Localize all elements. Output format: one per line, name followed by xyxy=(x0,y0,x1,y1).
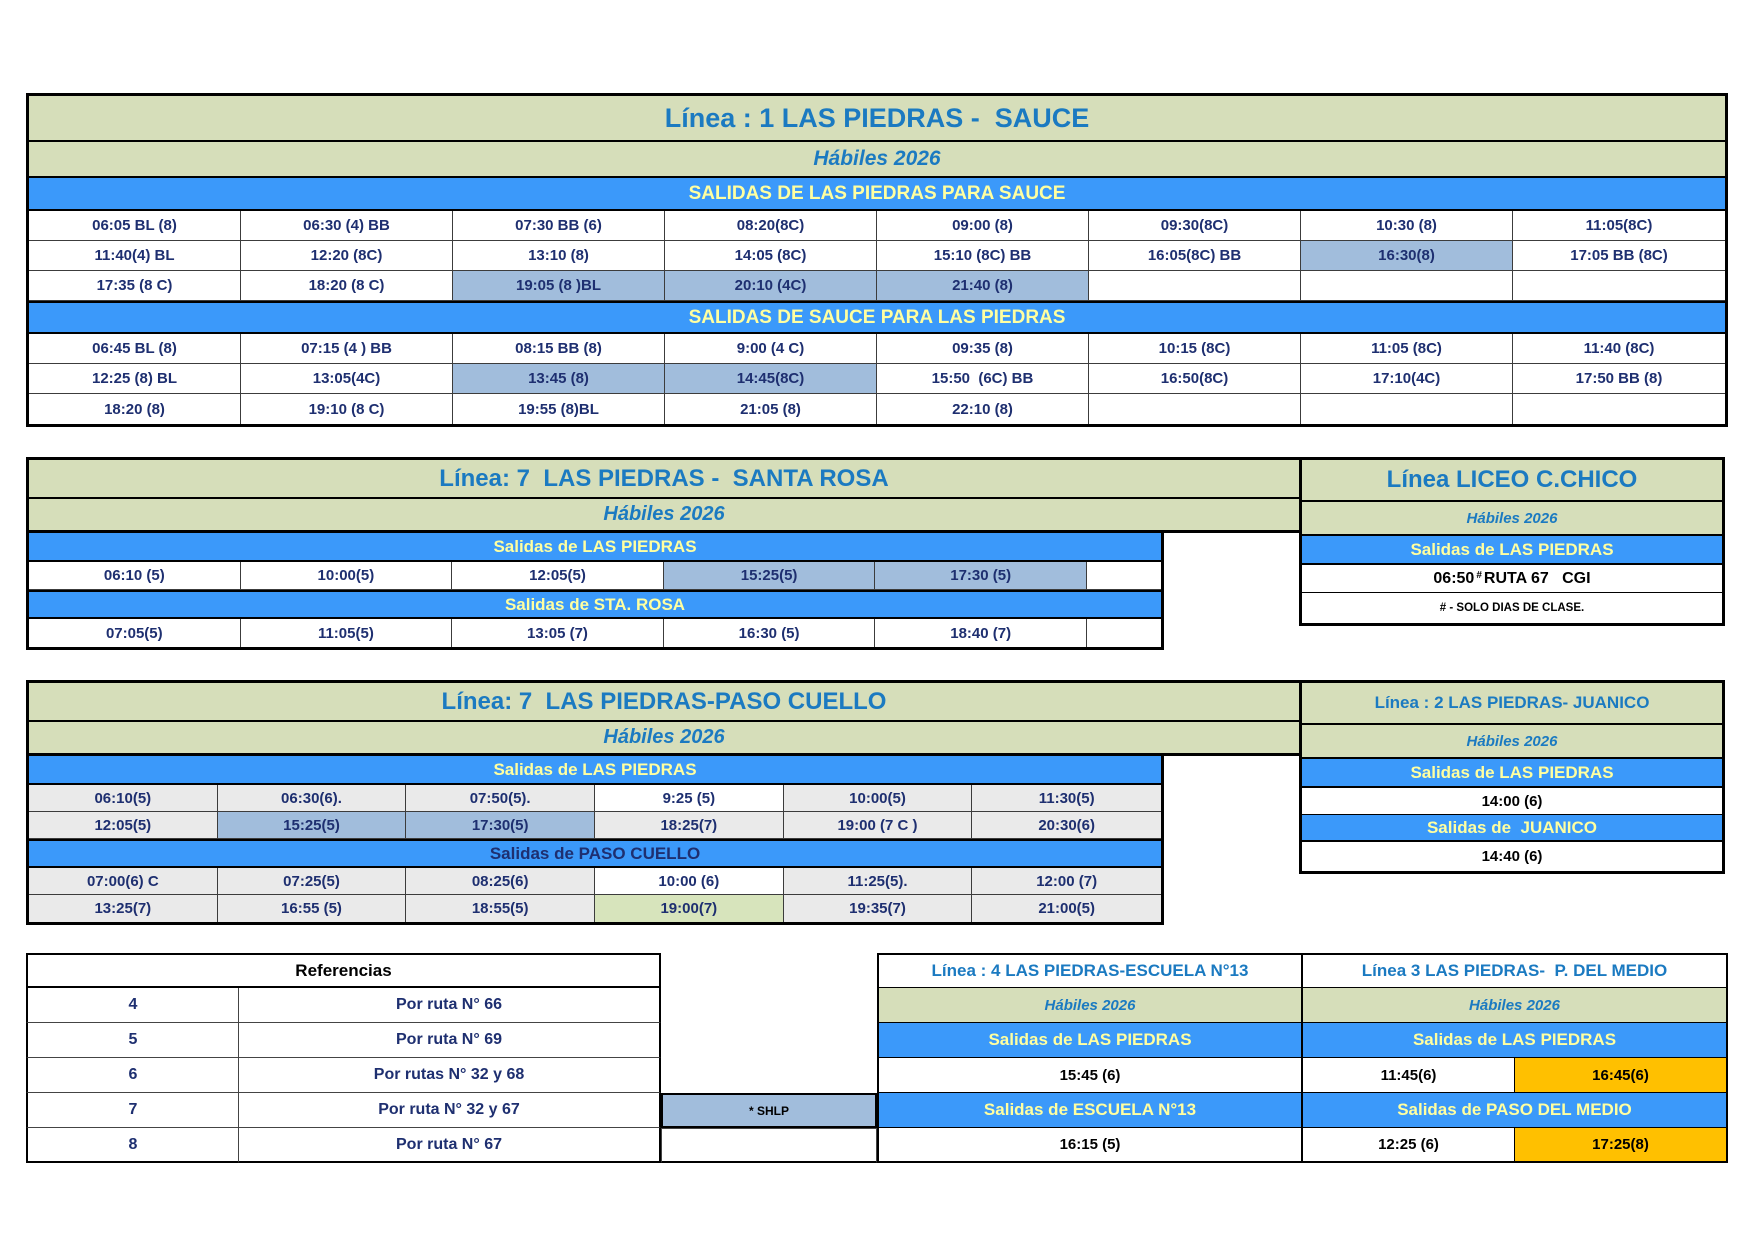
section-header-returns: Salidas de STA. ROSA xyxy=(29,590,1161,619)
time-cell: 11:45(6) xyxy=(1303,1058,1514,1092)
empty-cell xyxy=(661,1128,877,1163)
time-cell: 17:05 BB (8C) xyxy=(1513,241,1725,271)
spacer xyxy=(26,427,1728,457)
time-cell: 06:05 BL (8) xyxy=(29,211,241,241)
timetable-row xyxy=(29,562,1161,590)
time-cell: 16:50(8C) xyxy=(1089,364,1301,394)
section-header-departures: Salidas de LAS PIEDRAS xyxy=(877,1023,1302,1058)
time-cell: 14:05 (8C) xyxy=(665,241,877,271)
timetable-row xyxy=(29,211,1725,241)
timetable-row xyxy=(29,334,1725,364)
time-cell: 12:25 (6) xyxy=(1303,1128,1514,1161)
reference-description: Por ruta N° 67 xyxy=(239,1128,661,1163)
time-cell: 06:10 (5) xyxy=(29,562,241,590)
timetable-row xyxy=(29,364,1725,394)
time-cell-empty xyxy=(1089,394,1301,424)
time-cell-highlighted: 20:10 (4C) xyxy=(665,271,877,301)
time-cell: 18:55(5) xyxy=(406,895,595,922)
section-header-departures: Salidas de LAS PIEDRAS xyxy=(1302,536,1722,565)
time-cell: 11:30(5) xyxy=(972,785,1161,812)
time-cell: 06:45 BL (8) xyxy=(29,334,241,364)
time-cell-empty xyxy=(1087,619,1161,647)
time-cell: 10:30 (8) xyxy=(1301,211,1513,241)
time-cell: 07:15 (4 ) BB xyxy=(241,334,453,364)
time-cell-highlighted-green: 19:00(7) xyxy=(595,895,784,922)
time-cell: 16:15 (5) xyxy=(877,1128,1302,1163)
time-cell: 09:00 (8) xyxy=(877,211,1089,241)
time-cell-empty xyxy=(1513,271,1725,301)
time-cell: 19:35(7) xyxy=(784,895,973,922)
time-cell-highlighted: 15:25(5) xyxy=(664,562,876,590)
time-cell: 11:05(8C) xyxy=(1513,211,1725,241)
time-cell: 21:05 (8) xyxy=(665,394,877,424)
time-cell-highlighted: 14:45(8C) xyxy=(665,364,877,394)
time-cell: 15:45 (6) xyxy=(877,1058,1302,1093)
footnote-mark: # xyxy=(1476,569,1482,581)
time-cell: 06:10(5) xyxy=(29,785,218,812)
footnote-text: # - SOLO DIAS DE CLASE. xyxy=(1302,593,1722,623)
time-cell: 10:00 (6) xyxy=(595,868,784,895)
reference-description: Por ruta N° 32 y 67 xyxy=(239,1093,661,1128)
time-cell: 18:20 (8 C) xyxy=(241,271,453,301)
time-cell-highlighted: 17:30(5) xyxy=(406,812,595,839)
section-header-returns: Salidas de PASO DEL MEDIO xyxy=(1302,1093,1728,1128)
table-linea2-juanico xyxy=(1299,680,1725,874)
time-cell: 21:00(5) xyxy=(972,895,1161,922)
timetable-row xyxy=(1302,1058,1728,1093)
time-cell: 13:05(4C) xyxy=(241,364,453,394)
time-cell: 10:00(5) xyxy=(784,785,973,812)
time-cell: 13:25(7) xyxy=(29,895,218,922)
time-cell: 18:25(7) xyxy=(595,812,784,839)
time-cell-highlighted: 17:30 (5) xyxy=(875,562,1087,590)
time-cell: 15:50 (6C) BB xyxy=(877,364,1089,394)
time-cell-highlighted-orange: 17:25(8) xyxy=(1514,1128,1726,1161)
time-cell-highlighted-orange: 16:45(6) xyxy=(1514,1058,1726,1092)
section-header-departures: Salidas de LAS PIEDRAS xyxy=(1302,1023,1728,1058)
section-header-returns: Salidas de ESCUELA N°13 xyxy=(877,1093,1302,1128)
time-cell: 07:50(5). xyxy=(406,785,595,812)
time-cell: 08:15 BB (8) xyxy=(453,334,665,364)
time-cell: 07:05(5) xyxy=(29,619,241,647)
time-cell: 22:10 (8) xyxy=(877,394,1089,424)
time-cell-empty xyxy=(1513,394,1725,424)
section-bottom-tables xyxy=(26,953,1728,1163)
timetable-document xyxy=(26,93,1728,1163)
reference-description: Por rutas N° 32 y 68 xyxy=(239,1058,661,1093)
time-cell: 15:10 (8C) BB xyxy=(877,241,1089,271)
time-cell: 16:30 (5) xyxy=(664,619,876,647)
table-liceo-cchico xyxy=(1299,457,1725,626)
timetable-row xyxy=(29,619,1161,647)
section-header-departures: Salidas de LAS PIEDRAS xyxy=(29,533,1161,562)
line-title: Línea : 4 LAS PIEDRAS-ESCUELA N°13 xyxy=(877,953,1302,988)
time-cell: 07:30 BB (6) xyxy=(453,211,665,241)
time-cell-empty xyxy=(1301,271,1513,301)
spacer xyxy=(26,650,1728,680)
line-title: Línea 3 LAS PIEDRAS- P. DEL MEDIO xyxy=(1302,953,1728,988)
section-header-departures: SALIDAS DE LAS PIEDRAS PARA SAUCE xyxy=(29,178,1725,211)
time-cell: 17:50 BB (8) xyxy=(1513,364,1725,394)
time-cell: 07:00(6) C xyxy=(29,868,218,895)
time-cell: 07:25(5) xyxy=(218,868,407,895)
section-header-returns: SALIDAS DE SAUCE PARA LAS PIEDRAS xyxy=(29,301,1725,334)
time-cell: 13:05 (7) xyxy=(452,619,664,647)
reference-number: 7 xyxy=(26,1093,239,1128)
line-title: Línea: 7 LAS PIEDRAS-PASO CUELLO xyxy=(26,680,1302,722)
timetable-row xyxy=(29,868,1161,895)
time-cell: 11:05 (8C) xyxy=(1301,334,1513,364)
time-cell: 14:40 (6) xyxy=(1302,842,1722,871)
section-paso-cuello-juanico xyxy=(26,680,1728,925)
shlp-note: * SHLP xyxy=(661,1093,877,1128)
section-header-departures: Salidas de LAS PIEDRAS xyxy=(29,756,1161,785)
habiles-label: Hábiles 2026 xyxy=(1302,502,1722,536)
table-linea1-sauce xyxy=(26,93,1728,427)
habiles-label: Hábiles 2026 xyxy=(29,142,1725,178)
habiles-label: Hábiles 2026 xyxy=(1302,725,1722,759)
time-cell: 10:15 (8C) xyxy=(1089,334,1301,364)
timetable-row xyxy=(1302,1128,1728,1163)
section-santa-rosa-liceo xyxy=(26,457,1728,650)
line-title: Línea : 2 LAS PIEDRAS- JUANICO xyxy=(1302,683,1722,725)
habiles-label: Hábiles 2026 xyxy=(26,722,1302,756)
timetable-row xyxy=(29,785,1161,812)
time-cell: 11:40(4) BL xyxy=(29,241,241,271)
time-cell: 17:35 (8 C) xyxy=(29,271,241,301)
time-cell: 9:25 (5) xyxy=(595,785,784,812)
time-cell: 09:35 (8) xyxy=(877,334,1089,364)
timetable-row xyxy=(29,241,1725,271)
reference-number: 6 xyxy=(26,1058,239,1093)
time-cell-highlighted: 13:45 (8) xyxy=(453,364,665,394)
reference-number: 4 xyxy=(26,988,239,1023)
time-cell: 11:05(5) xyxy=(241,619,453,647)
time-cell: 11:40 (8C) xyxy=(1513,334,1725,364)
time-cell-highlighted: 15:25(5) xyxy=(218,812,407,839)
time-cell: 16:55 (5) xyxy=(218,895,407,922)
time-cell-highlighted: 19:05 (8 )BL xyxy=(453,271,665,301)
time-cell: 12:05(5) xyxy=(452,562,664,590)
habiles-label: Hábiles 2026 xyxy=(1302,988,1728,1023)
time-cell: 13:10 (8) xyxy=(453,241,665,271)
time-cell: 08:25(6) xyxy=(406,868,595,895)
time-cell: 12:05(5) xyxy=(29,812,218,839)
reference-description: Por ruta N° 69 xyxy=(239,1023,661,1058)
table-linea7-paso-cuello xyxy=(26,680,1302,925)
santa-rosa-grid xyxy=(26,533,1164,650)
time-cell-highlighted: 16:30(8) xyxy=(1301,241,1513,271)
paso-cuello-grid xyxy=(26,756,1164,925)
time-cell: 16:05(8C) BB xyxy=(1089,241,1301,271)
habiles-label: Hábiles 2026 xyxy=(877,988,1302,1023)
section-header-returns: Salidas de PASO CUELLO xyxy=(29,839,1161,868)
time-cell: 06:30(6). xyxy=(218,785,407,812)
table-linea7-santa-rosa xyxy=(26,457,1302,650)
spacer xyxy=(26,925,1728,953)
reference-number: 5 xyxy=(26,1023,239,1058)
time-cell: 12:00 (7) xyxy=(972,868,1161,895)
time-cell-empty xyxy=(1089,271,1301,301)
time-cell: 09:30(8C) xyxy=(1089,211,1301,241)
line-title: Línea : 1 LAS PIEDRAS - SAUCE xyxy=(29,96,1725,142)
time-cell xyxy=(1302,565,1722,593)
time-cell: 18:40 (7) xyxy=(875,619,1087,647)
time-cell-highlighted: 21:40 (8) xyxy=(877,271,1089,301)
reference-number: 8 xyxy=(26,1128,239,1163)
time-cell: 17:10(4C) xyxy=(1301,364,1513,394)
liceo-route: RUTA 67 CGI xyxy=(1483,569,1591,587)
time-cell: 9:00 (4 C) xyxy=(665,334,877,364)
time-cell: 08:20(8C) xyxy=(665,211,877,241)
section-header-departures: Salidas de LAS PIEDRAS xyxy=(1302,759,1722,788)
time-cell: 06:30 (4) BB xyxy=(241,211,453,241)
timetable-row xyxy=(29,271,1725,301)
liceo-time: 06:50 xyxy=(1433,569,1475,587)
time-cell: 19:00 (7 C ) xyxy=(784,812,973,839)
time-cell-empty xyxy=(1301,394,1513,424)
time-cell: 12:20 (8C) xyxy=(241,241,453,271)
time-cell-empty xyxy=(1087,562,1161,590)
referencias-header: Referencias xyxy=(26,953,661,988)
line-title: Línea: 7 LAS PIEDRAS - SANTA ROSA xyxy=(26,457,1302,499)
time-cell: 20:30(6) xyxy=(972,812,1161,839)
time-cell: 11:25(5). xyxy=(784,868,973,895)
timetable-row xyxy=(29,812,1161,839)
time-cell: 10:00(5) xyxy=(241,562,453,590)
time-cell: 14:00 (6) xyxy=(1302,788,1722,815)
timetable-row xyxy=(29,394,1725,424)
habiles-label: Hábiles 2026 xyxy=(26,499,1302,533)
time-cell: 19:10 (8 C) xyxy=(241,394,453,424)
timetable-row xyxy=(29,895,1161,922)
time-cell: 18:20 (8) xyxy=(29,394,241,424)
section-header-returns: Salidas de JUANICO xyxy=(1302,815,1722,842)
time-cell: 12:25 (8) BL xyxy=(29,364,241,394)
line-title: Línea LICEO C.CHICO xyxy=(1302,460,1722,502)
time-cell: 19:55 (8)BL xyxy=(453,394,665,424)
reference-description: Por ruta N° 66 xyxy=(239,988,661,1023)
